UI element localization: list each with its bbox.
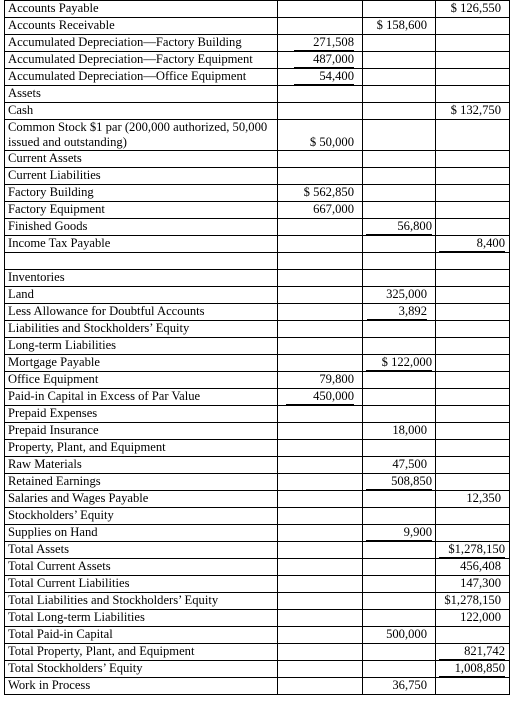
account-name: Stockholders’ Equity: [5, 508, 278, 525]
amount-cell: [363, 321, 436, 338]
account-name: Current Liabilities: [5, 168, 278, 185]
amount-cell: [278, 338, 363, 355]
amount-cell: [278, 440, 363, 457]
account-name: Raw Materials: [5, 457, 278, 474]
table-row: [5, 86, 510, 103]
amount-cell: [278, 355, 363, 372]
amount-cell: 36,750: [363, 678, 436, 695]
amount-cell: [436, 457, 510, 474]
amount-cell: [363, 185, 436, 202]
amount-cell: [436, 151, 510, 168]
table-row: [5, 661, 510, 678]
amount-cell: [363, 508, 436, 525]
amount-cell: [278, 287, 363, 304]
account-name: Inventories: [5, 270, 278, 287]
table-row: [5, 372, 510, 389]
account-name: Total Stockholders’ Equity: [5, 661, 278, 678]
amount-cell: [436, 35, 510, 52]
amount-cell: [363, 661, 436, 678]
amount-cell: [278, 644, 363, 661]
amount-cell: 122,000: [436, 610, 510, 627]
amount-cell: [278, 542, 363, 559]
underlined-amount: 450,000: [286, 389, 354, 405]
amount-cell: [278, 559, 363, 576]
amount-cell: [436, 423, 510, 440]
amount-cell: 147,300: [436, 576, 510, 593]
amount-cell: [436, 678, 510, 695]
amount-cell: [363, 559, 436, 576]
table-row: [5, 593, 510, 610]
amount-cell: [363, 103, 436, 120]
underlined-amount: 54,400: [294, 69, 354, 85]
amount-cell: [278, 18, 363, 35]
account-name: Prepaid Expenses: [5, 406, 278, 423]
amount-cell: [278, 627, 363, 644]
account-name: Accounts Payable: [5, 1, 278, 18]
amount-cell: [363, 593, 436, 610]
amount-cell: 325,000: [363, 287, 436, 304]
amount-cell: $ 562,850: [278, 185, 363, 202]
table-row: [5, 542, 510, 559]
table-row: [5, 457, 510, 474]
amount-cell: [363, 542, 436, 559]
amount-cell: $1,278,150: [436, 593, 510, 610]
table-row: [5, 508, 510, 525]
account-name: Common Stock $1 par (200,000 authorized, 50,000 issued and outstanding): [5, 120, 278, 151]
table-row: [5, 525, 510, 542]
amount-cell: [436, 270, 510, 287]
account-name: Total Current Liabilities: [5, 576, 278, 593]
amount-cell: [436, 355, 510, 372]
amount-cell: 456,408: [436, 559, 510, 576]
amount-cell: [278, 678, 363, 695]
table-row: [5, 440, 510, 457]
amount-cell: [436, 321, 510, 338]
amount-cell: [363, 120, 436, 151]
amount-cell: $ 50,000: [278, 120, 363, 151]
amount-cell: [436, 542, 510, 559]
amount-cell: [278, 661, 363, 678]
table-row: [5, 389, 510, 406]
account-name: Accumulated Depreciation—Factory Equipment: [5, 52, 278, 69]
amount-cell: [363, 610, 436, 627]
amount-cell: [278, 576, 363, 593]
amount-cell: [363, 406, 436, 423]
account-name: Cash: [5, 103, 278, 120]
amount-cell: [363, 168, 436, 185]
table-row: [5, 35, 510, 52]
amount-cell: [278, 86, 363, 103]
account-name: Mortgage Payable: [5, 355, 278, 372]
account-name: Land: [5, 287, 278, 304]
amount-cell: [363, 35, 436, 52]
amount-cell: [278, 236, 363, 253]
amount-cell: [278, 321, 363, 338]
account-name: Less Allowance for Doubtful Accounts: [5, 304, 278, 321]
table-row: [5, 236, 510, 253]
account-name: Supplies on Hand: [5, 525, 278, 542]
amount-cell: [278, 151, 363, 168]
underlined-amount: 3,892: [367, 304, 427, 320]
amount-cell: [363, 338, 436, 355]
table-row: [5, 52, 510, 69]
amount-cell: [278, 219, 363, 236]
amount-cell: 500,000: [363, 627, 436, 644]
underlined-amount: 1,008,850: [439, 661, 505, 677]
amount-cell: [436, 52, 510, 69]
table-row: [5, 69, 510, 86]
amount-cell: [278, 508, 363, 525]
amount-cell: [278, 406, 363, 423]
amount-cell: [363, 86, 436, 103]
table-row: [5, 491, 510, 508]
amount-cell: [278, 593, 363, 610]
amount-cell: [436, 406, 510, 423]
table-row: [5, 270, 510, 287]
amount-cell: [363, 202, 436, 219]
amount-cell: [278, 474, 363, 491]
amount-cell: [278, 52, 363, 69]
account-name: Office Equipment: [5, 372, 278, 389]
amount-cell: [278, 253, 363, 270]
underlined-amount: 271,508: [294, 35, 354, 51]
account-name: Accounts Receivable: [5, 18, 278, 35]
amount-cell: [278, 389, 363, 406]
table-row: [5, 627, 510, 644]
amount-cell: [363, 440, 436, 457]
amount-cell: [436, 508, 510, 525]
account-name: Income Tax Payable: [5, 236, 278, 253]
table-row: [5, 678, 510, 695]
amount-cell: [363, 491, 436, 508]
table-row: [5, 287, 510, 304]
amount-cell: [363, 389, 436, 406]
table-row: [5, 576, 510, 593]
table-row: [5, 120, 510, 151]
account-name: Finished Goods: [5, 219, 278, 236]
amount-cell: [436, 287, 510, 304]
amount-cell: [436, 219, 510, 236]
account-name: Factory Building: [5, 185, 278, 202]
table-row: [5, 423, 510, 440]
account-name: Assets: [5, 86, 278, 103]
underlined-amount: 821,742: [439, 644, 505, 660]
amount-cell: [363, 355, 436, 372]
account-name: Total Current Assets: [5, 559, 278, 576]
amount-cell: [278, 304, 363, 321]
underlined-amount: 487,000: [294, 52, 354, 68]
amount-cell: [436, 389, 510, 406]
amount-cell: [363, 1, 436, 18]
table-row: [5, 253, 510, 270]
amount-cell: [278, 1, 363, 18]
table-row: [5, 202, 510, 219]
amount-cell: [278, 35, 363, 52]
amount-cell: $ 132,750: [436, 103, 510, 120]
account-name: Salaries and Wages Payable: [5, 491, 278, 508]
account-table: [4, 0, 510, 695]
table-row: [5, 610, 510, 627]
amount-cell: 667,000: [278, 202, 363, 219]
amount-cell: [278, 423, 363, 440]
amount-cell: [436, 304, 510, 321]
amount-cell: $ 126,550: [436, 1, 510, 18]
table-row: [5, 355, 510, 372]
amount-cell: 12,350: [436, 491, 510, 508]
amount-cell: [436, 69, 510, 86]
account-name: Total Assets: [5, 542, 278, 559]
amount-cell: [363, 253, 436, 270]
amount-cell: [363, 52, 436, 69]
amount-cell: [363, 270, 436, 287]
table-row: [5, 103, 510, 120]
underlined-amount: $1,278,150: [439, 542, 505, 558]
account-name: Total Property, Plant, and Equipment: [5, 644, 278, 661]
table-row: [5, 168, 510, 185]
amount-cell: [436, 440, 510, 457]
amount-cell: [278, 610, 363, 627]
table-row: [5, 559, 510, 576]
amount-cell: [278, 103, 363, 120]
amount-cell: [436, 338, 510, 355]
table-row: [5, 644, 510, 661]
underlined-amount: 508,850: [366, 474, 432, 490]
amount-cell: [278, 491, 363, 508]
amount-cell: [436, 525, 510, 542]
amount-cell: [436, 661, 510, 678]
amount-cell: [436, 474, 510, 491]
amount-cell: [436, 120, 510, 151]
amount-cell: [278, 270, 363, 287]
amount-cell: $ 158,600: [363, 18, 436, 35]
table-row: [5, 474, 510, 491]
amount-cell: [436, 168, 510, 185]
account-name: Accumulated Depreciation—Office Equipment: [5, 69, 278, 86]
account-name: Property, Plant, and Equipment: [5, 440, 278, 457]
account-name: Total Long-term Liabilities: [5, 610, 278, 627]
amount-cell: [436, 236, 510, 253]
amount-cell: [363, 644, 436, 661]
table-row: [5, 185, 510, 202]
account-name: Current Assets: [5, 151, 278, 168]
table-row: [5, 219, 510, 236]
amount-cell: [363, 525, 436, 542]
amount-cell: [436, 644, 510, 661]
account-name: Work in Process: [5, 678, 278, 695]
amount-cell: [363, 69, 436, 86]
table-row: [5, 18, 510, 35]
amount-cell: [436, 372, 510, 389]
underlined-amount: 56,800: [366, 219, 432, 235]
amount-cell: [436, 18, 510, 35]
amount-cell: [363, 151, 436, 168]
account-name: Liabilities and Stockholders’ Equity: [5, 321, 278, 338]
account-name: Factory Equipment: [5, 202, 278, 219]
amount-cell: [436, 627, 510, 644]
table-row: [5, 1, 510, 18]
table-row: [5, 406, 510, 423]
account-name: Total Liabilities and Stockholders’ Equity: [5, 593, 278, 610]
amount-cell: [363, 474, 436, 491]
amount-cell: [278, 525, 363, 542]
underlined-amount: 9,900: [366, 525, 432, 541]
amount-cell: [278, 457, 363, 474]
underlined-amount: 8,400: [439, 236, 505, 252]
amount-cell: [363, 372, 436, 389]
amount-cell: [436, 202, 510, 219]
account-name: Retained Earnings: [5, 474, 278, 491]
table-row: [5, 338, 510, 355]
amount-cell: [278, 168, 363, 185]
account-name: Prepaid Insurance: [5, 423, 278, 440]
amount-cell: 18,000: [363, 423, 436, 440]
amount-cell: [363, 304, 436, 321]
amount-cell: [436, 185, 510, 202]
amount-cell: [363, 236, 436, 253]
amount-cell: 47,500: [363, 457, 436, 474]
underlined-amount: $ 122,000: [366, 355, 432, 371]
account-name: Accumulated Depreciation—Factory Building: [5, 35, 278, 52]
table-row: [5, 321, 510, 338]
account-name: [5, 253, 278, 270]
amount-cell: [436, 86, 510, 103]
table-row: [5, 304, 510, 321]
account-name: Paid-in Capital in Excess of Par Value: [5, 389, 278, 406]
table-row: [5, 151, 510, 168]
amount-cell: [363, 576, 436, 593]
account-name: Total Paid-in Capital: [5, 627, 278, 644]
amount-cell: [363, 219, 436, 236]
account-name: Long-term Liabilities: [5, 338, 278, 355]
amount-cell: [278, 69, 363, 86]
amount-cell: 79,800: [278, 372, 363, 389]
amount-cell: [436, 253, 510, 270]
